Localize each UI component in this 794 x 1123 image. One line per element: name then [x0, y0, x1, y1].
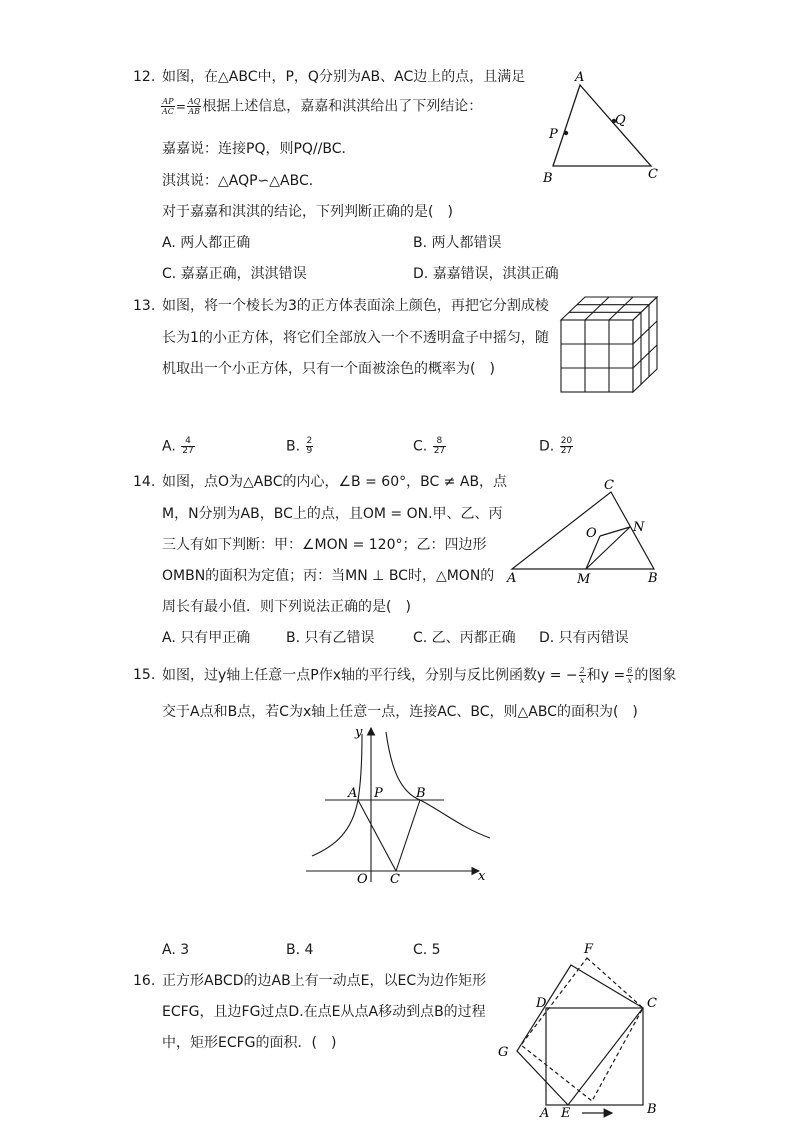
option-a[interactable]: A. $\frac{4}{27}$	[162, 436, 194, 456]
option-d[interactable]: D. $\frac{20}{27}$	[539, 436, 573, 456]
label-p: P	[374, 786, 383, 801]
question-text-line: 淇淇说：△AQP∽△ABC．	[162, 173, 323, 189]
question-text-line: 对于嘉嘉和淇淇的结论，下列判断正确的是( )	[162, 204, 453, 220]
curve-positive-branch	[386, 732, 490, 838]
label-a: A	[348, 786, 358, 801]
label-b: B	[543, 171, 553, 186]
label-m: M	[577, 572, 591, 587]
question-number: 12.	[133, 69, 156, 85]
fraction: $\frac{AQ}{AB}$	[187, 97, 201, 116]
question-text-line: 嘉嘉说：连接PQ，则PQ//BC．	[162, 141, 356, 157]
option-b[interactable]: B. 4	[286, 942, 314, 958]
question-text-line: M，N分别为AB，BC上的点，且OM = ON.甲、乙、丙	[162, 506, 503, 522]
cube-figure	[555, 292, 660, 397]
label-b: B	[416, 786, 426, 801]
point-p	[564, 131, 568, 135]
segment-bc	[396, 800, 420, 871]
option-a[interactable]: A. 3	[162, 942, 190, 958]
label-c: C	[647, 996, 657, 1011]
fraction: $\frac{AP}{AC}$	[162, 97, 174, 116]
label-e: E	[561, 1106, 571, 1121]
question-text-line: 如图，在△ABC中，P，Q分别为AB、AC边上的点，且满足	[162, 69, 526, 85]
option-b[interactable]: B. 两人都错误	[413, 235, 502, 251]
square-rectangle-figure	[490, 938, 670, 1121]
label-f: F	[584, 942, 594, 957]
label-c: C	[648, 167, 658, 182]
option-b[interactable]: B. 只有乙错误	[286, 630, 375, 646]
question-number: 16.	[133, 973, 156, 989]
label-g: G	[498, 1045, 509, 1060]
question-text-line: OMBN的面积为定值；丙：当MN ⊥ BC时，△MON的	[162, 568, 495, 584]
question-number: 13.	[133, 298, 156, 314]
label-n: N	[633, 520, 645, 535]
cube-top-face	[561, 297, 657, 320]
label-a: A	[507, 571, 517, 586]
question-text-line: 周长有最小值．则下列说法正确的是( )	[162, 599, 411, 615]
label-y: y	[355, 725, 363, 740]
option-b[interactable]: B. $\frac{2}{9}$	[286, 436, 313, 456]
question-text-line: 如图，过y轴上任意一点P作x轴的平行线，分别与反比例函数y = − $\frac{2}{x}$ 和y = $\frac{6}{x}$ 的图象	[162, 666, 677, 685]
rectangle-ecfg	[517, 965, 643, 1105]
option-c[interactable]: C. 嘉嘉正确，淇淇错误	[162, 266, 307, 282]
label-c: C	[390, 872, 400, 887]
rectangle-dashed	[521, 958, 643, 1101]
option-d[interactable]: D. 只有丙错误	[539, 630, 629, 646]
option-c[interactable]: C. $\frac{8}{27}$	[413, 436, 446, 456]
option-c[interactable]: C. 乙、丙都正确	[413, 630, 516, 646]
label-p: P	[549, 127, 558, 142]
cube-right-face	[633, 297, 657, 392]
hyperbola-figure	[300, 722, 495, 887]
label-x: x	[478, 869, 486, 884]
option-a[interactable]: A. 两人都正确	[162, 235, 251, 251]
label-q: Q	[615, 113, 626, 128]
segment-ac	[358, 800, 396, 871]
label-o: O	[357, 872, 368, 887]
label-a: A	[575, 70, 585, 85]
label-d: D	[536, 996, 547, 1011]
question-text-line: 如图，点O为△ABC的内心，∠B = 60°，BC ≠ AB，点	[162, 474, 508, 490]
question-text-line: ECFG，且边FG过点D.在点E从点A移动到点B的过程	[162, 1004, 486, 1020]
label-b: B	[647, 1102, 657, 1117]
label-a: A	[540, 1106, 550, 1121]
cube-front-face	[561, 320, 633, 392]
question-text-line: 机取出一个小正方体，只有一个面被涂色的概率为( )	[162, 361, 495, 377]
label-c: C	[604, 478, 614, 493]
triangle-figure	[535, 62, 670, 187]
option-d[interactable]: D. 嘉嘉错误，淇淇正确	[413, 266, 559, 282]
question-text-line: 长为1的小正方体，将它们全部放入一个不透明盒子中摇匀，随	[162, 330, 549, 346]
question-text-line: 中，矩形ECFG的面积．( )	[162, 1035, 337, 1051]
option-a[interactable]: A. 只有甲正确	[162, 630, 251, 646]
triangle-abc	[553, 85, 651, 166]
label-b: B	[648, 571, 658, 586]
square-abcd	[546, 1008, 643, 1105]
question-text-line: 正方形ABCD的边AB上有一动点E，以EC为边作矩形	[162, 973, 487, 989]
question-text-line: 交于A点和B点，若C为x轴上任意一点，连接AC、BC，则△ABC的面积为( )	[162, 704, 638, 720]
question-number: 15.	[133, 667, 156, 683]
option-c[interactable]: C. 5	[413, 942, 441, 958]
question-text-line: 三人有如下判断：甲：∠MON = 120°；乙：四边形	[162, 537, 487, 553]
label-o: O	[586, 526, 597, 541]
question-text-line: 如图，将一个棱长为3的正方体表面涂上颜色，再把它分割成棱	[162, 298, 549, 314]
question-number: 14.	[133, 474, 156, 490]
incenter-figure	[502, 472, 667, 587]
question-text-line: $\frac{AP}{AC}$ = $\frac{AQ}{AB}$ 根据上述信息，嘉嘉和淇淇给出了下列结论：	[162, 97, 483, 116]
